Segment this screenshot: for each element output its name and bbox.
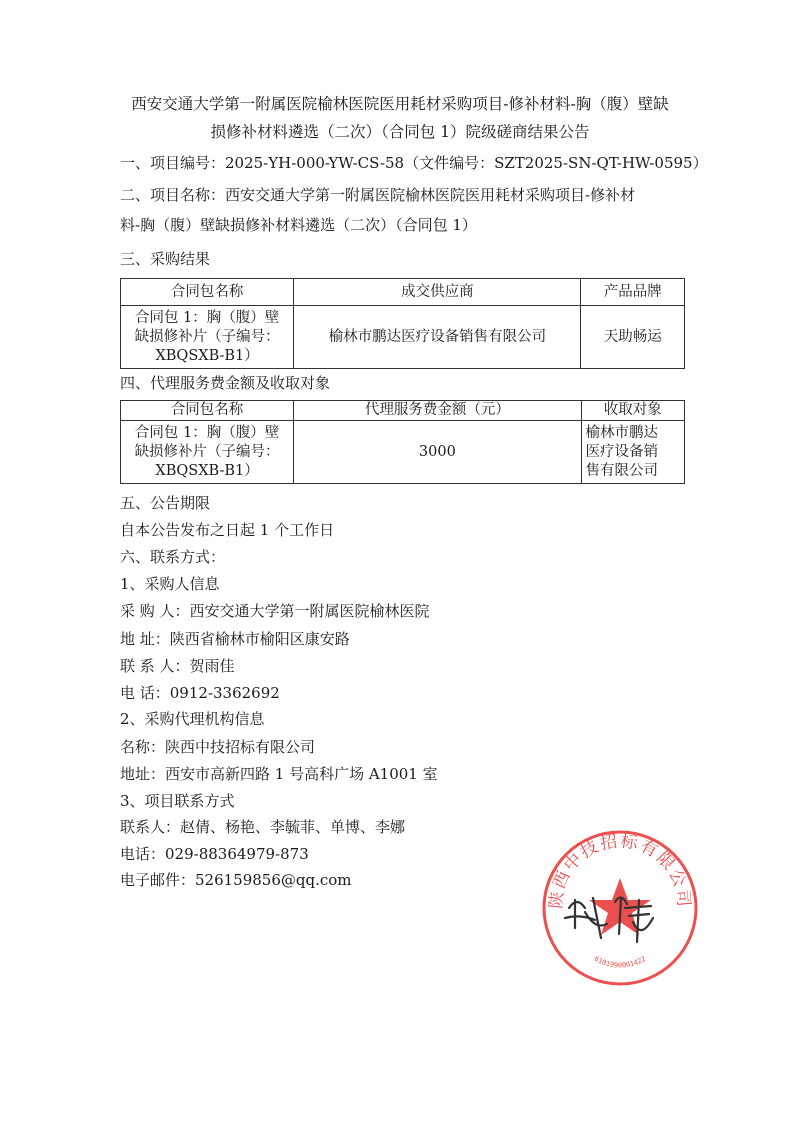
signature [555,878,675,948]
buyer-contact: 联 系 人：贺雨佳 [120,657,235,675]
buyer-info-title: 1、采购人信息 [120,575,220,593]
fee-table [120,400,685,484]
section-agency-fee: 四、代理服务费金额及收取对象 [120,374,331,392]
project-contacts: 联系人：赵倩、杨艳、李毓菲、单博、李娜 [120,818,406,836]
payer-cell [581,421,684,484]
package-name-line: 合同包 1：胸（腹）壁 [134,309,280,326]
title-line-1: 西安交通大学第一附属医院榆林医院医用耗材采购项目-修补材料-胸（腹）壁缺 [131,95,669,113]
table-header: 产品品牌 [581,279,685,306]
section-notice-period: 五、公告期限 [120,494,211,512]
section-contact: 六、联系方式： [120,548,226,566]
project-email: 电子邮件：526159856@qq.com [120,871,352,889]
payer-line: 医疗设备销 [585,443,659,460]
notice-period-text: 自本公告发布之日起 1 个工作日 [120,521,335,539]
package-name-cell [121,306,294,369]
agency-name: 名称：陕西中技招标有限公司 [120,738,316,756]
table-header: 收取对象 [581,401,684,421]
section-procurement-result: 三、采购结果 [120,250,211,268]
project-number: 一、项目编号：2025-YH-000-YW-CS-58（文件编号：SZT2025-SN-QT-HW-0595） [120,154,708,172]
agency-address: 地址：西安市高新四路 1 号高科广场 A1001 室 [120,765,438,783]
project-name-line-1: 二、项目名称：西安交通大学第一附属医院榆林医院医用耗材采购项目-修补材 [120,186,636,204]
buyer-name: 采 购 人：西安交通大学第一附属医院榆林医院 [120,602,430,620]
package-name-cell [121,421,294,484]
project-contact-title: 3、项目联系方式 [120,792,235,810]
table-row [121,306,685,369]
package-name-line: XBQSXB-B1） [155,347,259,364]
project-name-line-2: 料-胸（腹）壁缺损修补材料遴选（二次）（合同包 1） [120,216,477,234]
result-table [120,278,685,369]
package-name-line: 缺损修补片（子编号： [134,328,280,345]
supplier-cell: 榆林市鹏达医疗设备销售有限公司 [294,306,581,369]
package-name-line: 合同包 1：胸（腹）壁 [134,424,280,441]
fee-cell: 3000 [294,421,581,484]
buyer-phone: 电 话：0912-3362692 [120,684,280,702]
table-header: 成交供应商 [294,279,581,306]
table-header: 代理服务费金额（元） [294,401,581,421]
package-name-line: XBQSXB-B1） [155,462,259,479]
svg-text:6101990001422: 6101990001422 [592,954,648,970]
brand-cell: 天助畅运 [581,306,685,369]
table-header: 合同包名称 [121,279,294,306]
title-line-2: 损修补材料遴选（二次）（合同包 1）院级磋商结果公告 [210,123,590,141]
payer-line: 榆林市鹏达 [585,424,659,441]
project-phone: 电话：029-88364979-873 [120,845,309,863]
agency-info-title: 2、采购代理机构信息 [120,710,265,728]
buyer-address: 地 址：陕西省榆林市榆阳区康安路 [120,630,350,648]
payer-line: 售有限公司 [585,462,659,479]
table-header: 合同包名称 [121,401,294,421]
table-row [121,421,685,484]
package-name-line: 缺损修补片（子编号： [134,443,280,460]
svg-text:陕西中技招标有限公司: 陕西中技招标有限公司 [546,831,694,910]
